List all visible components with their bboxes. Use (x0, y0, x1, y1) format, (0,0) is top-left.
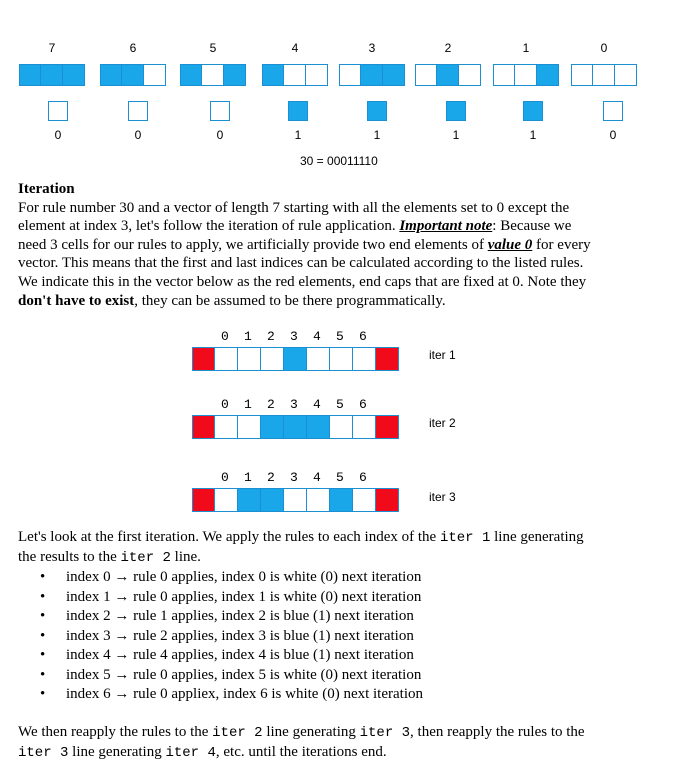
end-cap-cell (192, 347, 215, 371)
code-iter-1: iter 1 (439, 530, 491, 546)
rule-number: 2 (444, 41, 452, 55)
index-label: 3 (290, 397, 298, 412)
para-line-2: element at index 3, let's follow the iteration of rule application. Important note: Because we (18, 218, 572, 235)
pattern-cell (537, 64, 559, 86)
para-line-6: don't have to exist, they can be assumed to be there programmatically. (18, 292, 446, 309)
vector-cell (261, 488, 284, 512)
iteration-section (18, 180, 638, 310)
vector-cell (307, 488, 330, 512)
end-cap-cell (376, 488, 399, 512)
rule-number: 4 (291, 41, 299, 55)
list-item: • index 0 → rule 0 applies, index 0 is white (0) next iteration (40, 568, 423, 588)
vector-index-labels (221, 397, 382, 412)
pattern-cell (262, 64, 284, 86)
dont-have-to-exist: don't have to exist (18, 292, 135, 309)
vector-cell (215, 488, 238, 512)
pattern-cell (437, 64, 459, 86)
index-label: 2 (267, 470, 275, 485)
rule-result-value: 1 (529, 128, 537, 142)
list-item: • index 2 → rule 1 applies, index 2 is blue (1) next iteration (40, 607, 423, 627)
code-iter-3b: iter 3 (18, 744, 69, 761)
value-zero: value 0 (487, 236, 533, 253)
code-iter-2: iter 2 (120, 549, 171, 566)
rule-result-cell (128, 101, 148, 121)
end-cap-cell (376, 347, 399, 371)
vector-cell (284, 415, 307, 439)
index-label: 0 (221, 470, 229, 485)
rule-number: 0 (600, 41, 608, 55)
vector-cell (330, 488, 353, 512)
rule-result-value: 0 (609, 128, 617, 142)
pattern-cell (180, 64, 202, 86)
iter-label: iter 2 (429, 416, 456, 430)
para-line-5: We indicate this in the vector below as the red elements, end caps that are fixed at 0. Note they (18, 273, 587, 290)
pattern-cell (615, 64, 637, 86)
vector-row (192, 488, 399, 512)
bullet-list (40, 568, 423, 705)
pattern-cell (459, 64, 481, 86)
vector-cell (353, 347, 376, 371)
rule-pattern (571, 64, 637, 86)
explain-paragraph-2: We then reapply the rules to the iter 2 line generating iter 3, then reapply the rules to the iter 3 line generating iter 4, etc. until the iterations end. (18, 724, 585, 761)
index-label: 3 (290, 329, 298, 344)
list-item: • index 3 → rule 2 applies, index 3 is blue (1) next iteration (40, 627, 423, 647)
index-label: 4 (313, 329, 321, 344)
rule-result-cell (446, 101, 466, 121)
rule-result-value: 0 (134, 128, 142, 142)
explain-paragraph-1: Let's look at the first iteration. We apply the rules to each index of the iter 1 line generating the results to the iter 2 line. (18, 529, 584, 566)
vector-cell (330, 415, 353, 439)
list-item: • index 5 → rule 0 applies, index 5 is white (0) next iteration (40, 666, 423, 686)
vector-cell (284, 488, 307, 512)
iter-label: iter 3 (429, 490, 456, 504)
vector-cell (215, 415, 238, 439)
rule-result-cell (523, 101, 543, 121)
pattern-cell (63, 64, 85, 86)
rule-pattern (262, 64, 328, 86)
pattern-cell (415, 64, 437, 86)
vector-cell (307, 347, 330, 371)
rule-result-value: 1 (294, 128, 302, 142)
rule-result-cell (603, 101, 623, 121)
list-item: • index 6 → rule 0 appliex, index 6 is white (0) next iteration (40, 685, 423, 705)
vector-cell (330, 347, 353, 371)
para-line-4: vector. This means that the first and last indices can be calculated according to the listed rules. (18, 255, 584, 272)
rule-pattern (415, 64, 481, 86)
iter-label: iter 1 (429, 348, 456, 362)
pattern-cell (224, 64, 246, 86)
vector-cell (261, 415, 284, 439)
para-line-1: For rule number 30 and a vector of length 7 starting with all the elements set to 0 except the (18, 199, 570, 216)
index-label: 5 (336, 329, 344, 344)
pattern-cell (493, 64, 515, 86)
iteration-heading: Iteration (18, 181, 75, 197)
vector-cell (238, 488, 261, 512)
index-label: 0 (221, 329, 229, 344)
rule-number: 3 (368, 41, 376, 55)
para-line-3: need 3 cells for our rules to apply, we artificially provide two end elements of value 0 for every (18, 236, 591, 253)
rule-caption: 30 = 00011110 (300, 154, 378, 168)
rule-result-value: 1 (452, 128, 460, 142)
rule-number: 1 (522, 41, 530, 55)
vector-row (192, 347, 399, 371)
rule-result-cell (210, 101, 230, 121)
rule-result-value: 0 (216, 128, 224, 142)
index-label: 2 (267, 397, 275, 412)
index-label: 5 (336, 470, 344, 485)
vector-cell (353, 488, 376, 512)
pattern-cell (593, 64, 615, 86)
rule-result-cell (288, 101, 308, 121)
code-iter-3: iter 3 (359, 725, 411, 741)
list-item: • index 4 → rule 4 applies, index 4 is blue (1) next iteration (40, 646, 423, 666)
rule-number: 6 (129, 41, 137, 55)
index-label: 3 (290, 470, 298, 485)
rule-result-value: 1 (373, 128, 381, 142)
pattern-cell (339, 64, 361, 86)
vector-cell (353, 415, 376, 439)
code-iter-4: iter 4 (165, 744, 216, 761)
vector-row (192, 415, 399, 439)
end-cap-cell (376, 415, 399, 439)
index-label: 5 (336, 397, 344, 412)
pattern-cell (571, 64, 593, 86)
pattern-cell (122, 64, 144, 86)
index-label: 0 (221, 397, 229, 412)
vector-cell (238, 415, 261, 439)
pattern-cell (100, 64, 122, 86)
vector-cell (215, 347, 238, 371)
pattern-cell (19, 64, 41, 86)
code-iter-2b: iter 2 (212, 725, 263, 741)
vector-cell (238, 347, 261, 371)
rule-number: 5 (209, 41, 217, 55)
pattern-cell (144, 64, 166, 86)
rule-pattern (493, 64, 559, 86)
vector-cell (307, 415, 330, 439)
end-cap-cell (192, 488, 215, 512)
index-label: 2 (267, 329, 275, 344)
index-label: 6 (359, 470, 367, 485)
index-label: 6 (359, 329, 367, 344)
rule-pattern (19, 64, 85, 86)
pattern-cell (361, 64, 383, 86)
vector-cell (261, 347, 284, 371)
pattern-cell (284, 64, 306, 86)
index-label: 4 (313, 470, 321, 485)
index-label: 1 (244, 397, 252, 412)
end-cap-cell (192, 415, 215, 439)
rule-pattern (180, 64, 246, 86)
vector-index-labels (221, 329, 382, 344)
index-label: 4 (313, 397, 321, 412)
rule-number: 7 (48, 41, 56, 55)
index-label: 6 (359, 397, 367, 412)
rule-pattern (339, 64, 405, 86)
list-item: • index 1 → rule 0 applies, index 1 is white (0) next iteration (40, 588, 423, 608)
rule-pattern (100, 64, 166, 86)
important-note: Important note (399, 218, 493, 235)
pattern-cell (383, 64, 405, 86)
index-label: 1 (244, 470, 252, 485)
rule-result-cell (367, 101, 387, 121)
vector-index-labels (221, 470, 382, 485)
rule-result-value: 0 (54, 128, 62, 142)
pattern-cell (306, 64, 328, 86)
pattern-cell (41, 64, 63, 86)
rule-result-cell (48, 101, 68, 121)
pattern-cell (202, 64, 224, 86)
vector-cell (284, 347, 307, 371)
pattern-cell (515, 64, 537, 86)
index-label: 1 (244, 329, 252, 344)
